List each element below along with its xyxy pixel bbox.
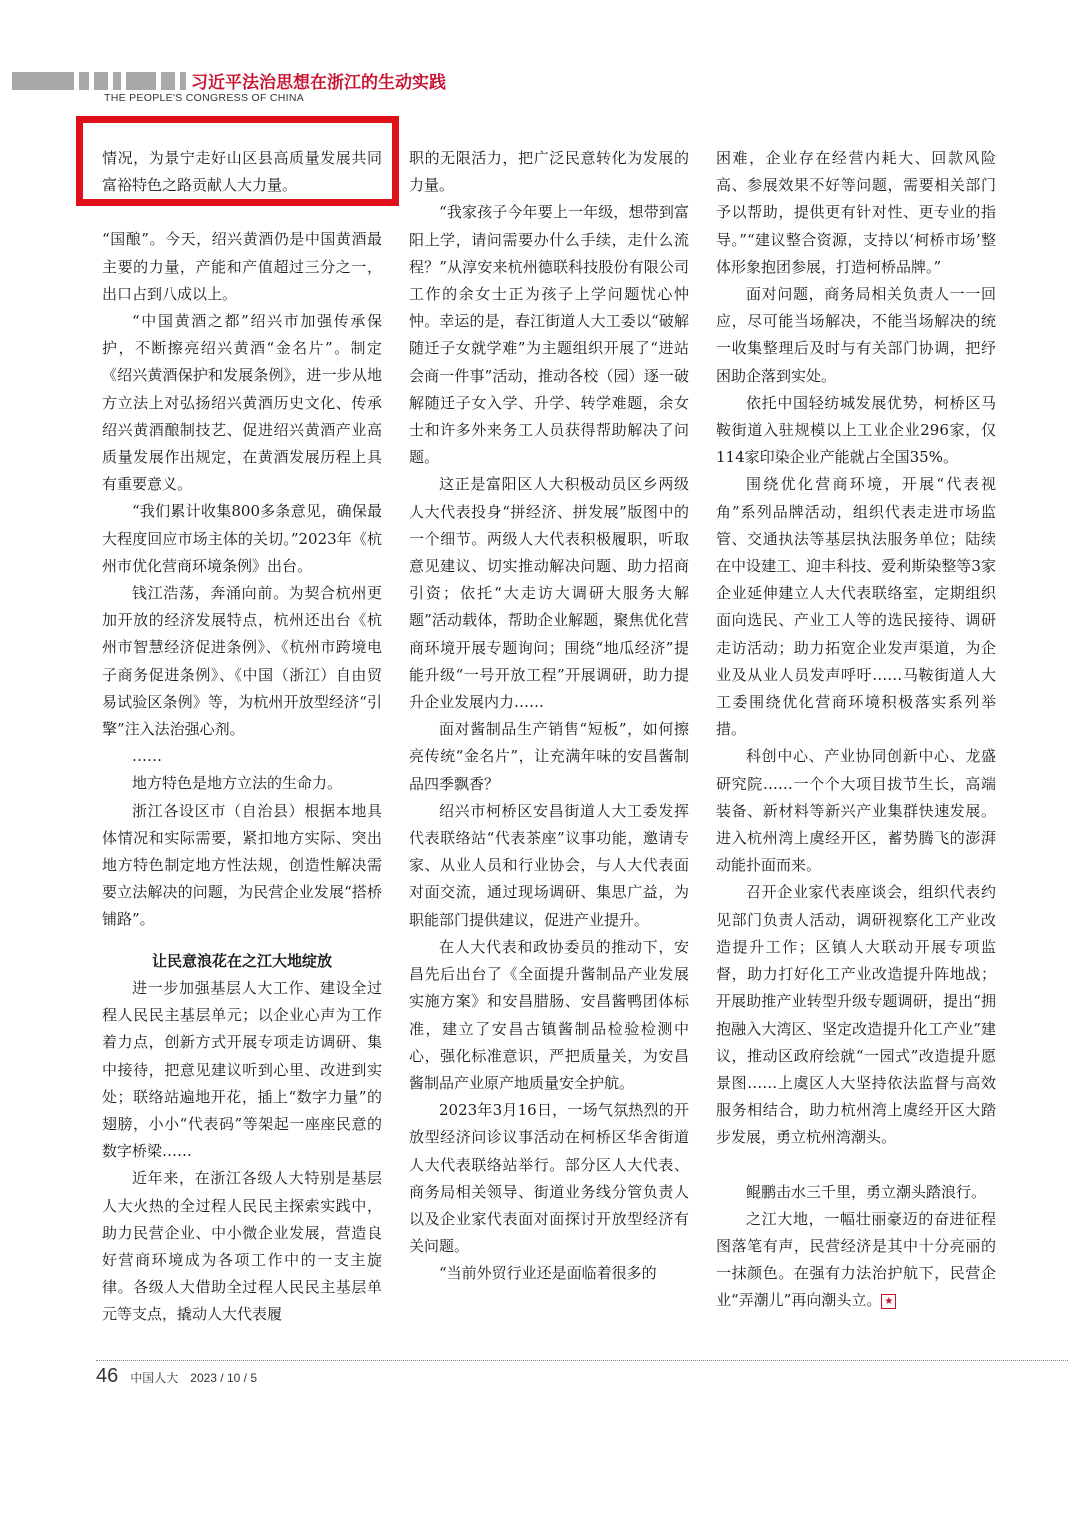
paragraph: 困难，企业存在经营内耗大、回款风险高、参展效果不好等问题，需要相关部门予以帮助，提供更有针对性、更专业的指导。”“建议整合资源，支持以‘柯桥市场’整体形象抱团参展，打造柯桥品牌。” (716, 149, 996, 276)
column-2 (409, 145, 689, 1288)
paragraph: “中国黄酒之都”绍兴市加强传承保护，不断擦亮绍兴黄酒“金名片”。制定《绍兴黄酒保护和发展条例》，进一步从地方立法上对弘扬绍兴黄酒历史文化、传承绍兴黄酒酿制技艺、促进绍兴黄酒产业高质量发展作出规定，在黄酒发展历程上具有重要意义。 (102, 312, 382, 494)
paragraph: 科创中心、产业协同创新中心、龙盛研究院……一个个大项目拔节生长，高端装备、新材料等新兴产业集群快速发展。进入杭州湾上虞经开区，蓄势腾飞的澎湃动能扑面而来。 (716, 747, 996, 875)
paragraph: 围绕优化营商环境，开展“代表视角”系列品牌活动，组织代表走进市场监管、交通执法等基层执法服务单位；陆续在中设建工、迎丰科技、爱利斯染整等3家企业延伸建立人大代表联络室，定期组织面向选民、产业工人等的选民接待、调研走访活动；助力拓宽企业发声渠道，为企业及从业人员发声呼吁……马鞍街道人大工委围绕优化营商环境积极落实系列举措。 (716, 475, 996, 739)
issue-date: 2023 / 10 / 5 (190, 1371, 257, 1385)
paragraph-gap (716, 1152, 996, 1179)
subheading: 让民意浪花在之江大地绽放 (151, 951, 332, 970)
paragraph: 进一步加强基层人大工作、建设全过程人民民主基层单元；以企业心声为工作着力点，创新方式开展专项走访调研、集中接待，把意见建议听到心里、改进到实处；联络站遍地开花，插上“数字力量”的翅膀，小小“代表码”等架起一座座民意的数字桥梁…… (102, 978, 382, 1161)
red-highlight-box (76, 116, 399, 206)
paragraph: 之江大地，一幅壮丽豪迈的奋进征程图落笔有声，民营经济是其中十分亮丽的一抹颜色。在强有力法治护航下，民营企业“弄潮儿”再向潮头立。 ★ (716, 1209, 996, 1310)
paragraph: 召开企业家代表座谈会，组织代表约见部门负责人活动，调研视察化工产业改造提升工作；区镇人大联动开展专项监督，助力打好化工产业改造提升阵地战；开展助推产业转型升级专题调研，提出“拥抱融入大湾区、坚定改造提升化工产业”建议，推动区政府绘就“一园式”改造提升愿景图……上虞区人大坚持依法监督与高效服务相结合，助力杭州湾上虞经开区大踏步发展，勇立杭州湾潮头。 (716, 883, 996, 1147)
header-bar (180, 72, 186, 90)
paragraph: “当前外贸行业还是面临着很多的 (439, 1264, 657, 1283)
footer-rule (96, 1360, 1068, 1361)
paragraph: 鲲鹏击水三千里，勇立潮头踏浪行。 (746, 1182, 987, 1201)
paragraph: “我们累计收集800多条意见，确保最大程度回应市场主体的关切。”2023年《杭州市优化营商环境条例》出台。 (102, 502, 382, 575)
header-bar (79, 72, 89, 90)
column-3 (716, 145, 996, 1315)
footer (96, 1365, 257, 1388)
paragraph: 浙江各设区市（自治县）根据本地具体情况和实际需要，紧扣地方实际、突出地方特色制定地方性法规，创造性解决需要立法解决的问题，为民营企业发展“搭桥铺路”。 (102, 801, 382, 929)
paragraph: 钱江浩荡，奔涌向前。为契合杭州更加开放的经济发展特点，杭州还出台《杭州市智慧经济促进条例》、《杭州市跨境电子商务促进条例》、《中国（浙江）自由贸易试验区条例》等，为杭州开放型经济“引擎”注入法治强心剂。 (102, 584, 382, 739)
paragraph: 地方特色是地方立法的生命力。 (132, 774, 343, 793)
paragraph: “我家孩子今年要上一年级，想带到富阳上学，请问需要办什么手续，走什么流程？”从淳安来杭州德联科技股份有限公司工作的余女士正为孩子上学问题忧心忡忡。幸运的是，春江街道人大工委以“破解随迁子女就学难”为主题组织开展了“进站会商一件事”活动，推动各校（园）逐一破解随迁子女入学、升学、转学难题，余女士和许多外来务工人员获得帮助解决了问题。 (409, 203, 689, 467)
header-decoration-bars (12, 70, 186, 92)
paragraph: 面对酱制品生产销售“短板”，如何擦亮传统“金名片”，让充满年味的安昌酱制品四季飘香？ (409, 720, 689, 793)
paragraph: 面对问题，商务局相关负责人一一回应，尽可能当场解决，不能当场解决的统一收集整理后及时与有关部门协调，把纾困助企落到实处。 (716, 285, 996, 385)
magazine-name: 中国人大 (130, 1371, 179, 1385)
section-title: 习近平法治思想在浙江的生动实践 (191, 73, 446, 93)
end-mark-icon: ★ (881, 1294, 896, 1309)
paragraph: 依托中国轻纺城发展优势，柯桥区马鞍街道入驻规模以上工业企业296家，仅114家印染企业产能就占全国35%。 (716, 393, 996, 467)
column-1 (102, 145, 382, 1329)
header-bar (113, 72, 121, 90)
header-bar (161, 72, 175, 90)
paragraph: 在人大代表和政协委员的推动下，安昌先后出台了《全面提升酱制品产业发展实施方案》和安昌腊肠、安昌酱鸭团体标准，建立了安昌古镇酱制品检验检测中心，强化标准意识，严把质量关，为安昌酱制品产业原产地质量安全护航。 (409, 937, 689, 1092)
paragraph: “国酿”。今天，绍兴黄酒仍是中国黄酒最主要的力量，产能和产值超过三分之一，出口占到八成以上。 (102, 230, 382, 303)
paragraph: …… (132, 747, 162, 766)
header-bar (12, 72, 74, 90)
magazine-subtitle: THE PEOPLE'S CONGRESS OF CHINA (104, 92, 305, 104)
paragraph: 近年来，在浙江各级人大特别是基层人大火热的全过程人民民主探索实践中，助力民营企业、中小微企业发展，营造良好营商环境成为各项工作中的一支主旋律。各级人大借助全过程人民民主基层单元等支点，撬动人大代表履 (102, 1169, 382, 1324)
paragraph: 这正是富阳区人大积极动员区乡两级人大代表投身“拼经济、拼发展”版图中的一个细节。两级人大代表积极履职，听取意见建议、切实推动解决问题、助力招商引资；依托“大走访大调研大服务大解题”活动载体，帮助企业解题，聚焦优化营商环境开展专题询问；围绕“地瓜经济”提能升级“一号开放工程”开展调研，助力提升企业发展内力…… (409, 475, 689, 712)
paragraph: 情况，为景宁走好山区县高质量发展共同富裕特色之路贡献人大力量。 (102, 149, 382, 195)
paragraph: 职的无限活力，把广泛民意转化为发展的力量。 (409, 149, 689, 195)
paragraph: 2023年3月16日，一场气氛热烈的开放型经济问诊议事活动在柯桥区华舍街道人大代表联络站举行。部分区人大代表、商务局相关领导、街道业务线分管负责人以及企业家代表面对面探讨开放型经济有关问题。 (409, 1101, 689, 1256)
header-bar (94, 72, 108, 90)
header-bar (126, 72, 156, 90)
page-number: 46 (96, 1365, 119, 1387)
paragraph: 绍兴市柯桥区安昌街道人大工委发挥代表联络站“代表茶座”议事功能，邀请专家、从业人员和行业协会，与人大代表面对面交流，通过现场调研、集思广益，为职能部门提供建议，促进产业提升。 (409, 801, 689, 929)
